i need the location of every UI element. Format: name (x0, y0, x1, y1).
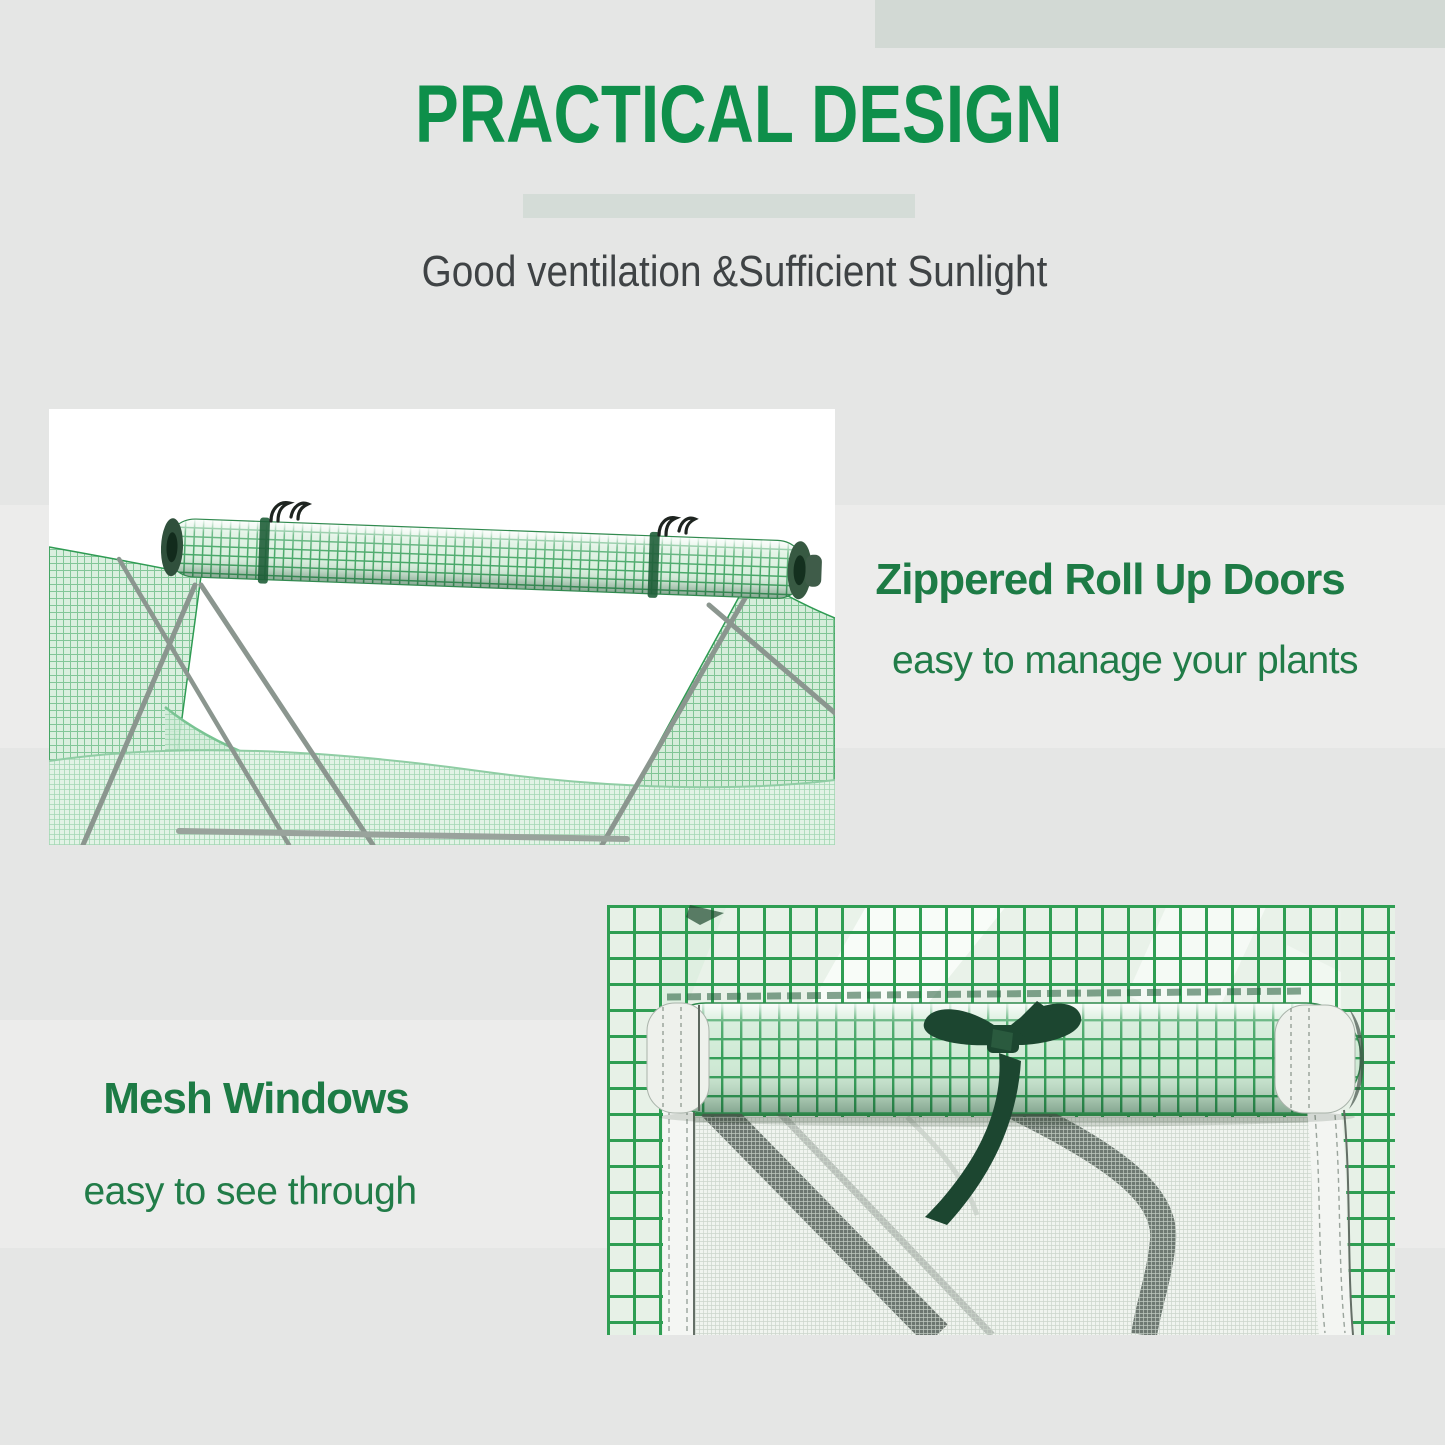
title-underline-bar (523, 194, 915, 218)
window-zipper-left (663, 1110, 695, 1335)
roll-zipper-wrap-right (1275, 1005, 1364, 1113)
cover-film-left-column (607, 905, 663, 1335)
feature-caption-zippered-doors: easy to manage your plants (891, 639, 1359, 682)
roll-zipper-wrap-left (647, 1003, 709, 1113)
page-subtitle (0, 247, 1445, 296)
page-subtitle-text: Good ventilation &Sufficient Sunlight (421, 247, 1048, 296)
mesh-window-illustration (607, 905, 1395, 1335)
accent-block-top-right (875, 0, 1445, 48)
photo-mesh-window-closeup (607, 905, 1395, 1335)
photo-greenhouse-roll-up-door (49, 409, 835, 845)
feature-caption-mesh-windows: easy to see through (83, 1170, 417, 1213)
feature-heading-zippered-doors: Zippered Roll Up Doors (875, 555, 1345, 604)
rolled-cover (160, 514, 823, 604)
page-title-text: PRACTICAL DESIGN (414, 69, 1063, 160)
greenhouse-illustration (49, 409, 835, 845)
page-title (0, 69, 1445, 160)
feature-heading-mesh-windows: Mesh Windows (103, 1074, 409, 1123)
